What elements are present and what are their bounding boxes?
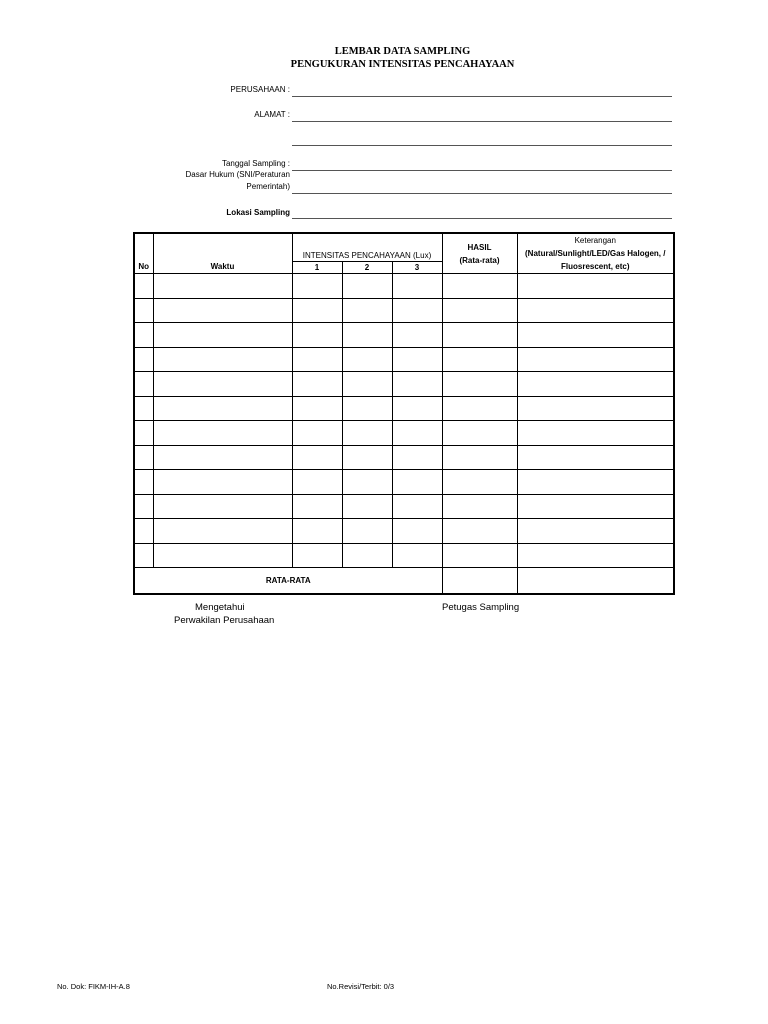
cell-no[interactable] — [134, 470, 153, 495]
cell-reading-1[interactable] — [292, 396, 342, 421]
document-number: No. Dok: FIKM-IH-A.8 — [57, 982, 130, 991]
header-keterangan — [517, 233, 674, 274]
header-keterangan-sub2: Fluosrescent, etc) — [561, 262, 630, 271]
cell-hasil[interactable] — [442, 519, 517, 544]
table-row — [134, 494, 674, 519]
cell-hasil[interactable] — [442, 445, 517, 470]
tanggal-sampling-label: Tanggal Sampling : — [221, 159, 290, 168]
cell-reading-1[interactable] — [292, 494, 342, 519]
cell-waktu[interactable] — [153, 470, 292, 495]
table-row — [134, 396, 674, 421]
dasar-hukum-field[interactable] — [292, 193, 672, 194]
cell-reading-2[interactable] — [342, 519, 392, 544]
revision-number: No.Revisi/Terbit: 0/3 — [327, 982, 395, 991]
table-row — [134, 445, 674, 470]
cell-no[interactable] — [134, 519, 153, 544]
cell-no[interactable] — [134, 543, 153, 568]
cell-keterangan[interactable] — [517, 347, 674, 372]
cell-keterangan[interactable] — [517, 445, 674, 470]
cell-keterangan[interactable] — [517, 519, 674, 544]
alamat-field-line-2[interactable] — [292, 145, 672, 146]
cell-reading-2[interactable] — [342, 298, 392, 323]
cell-waktu[interactable] — [153, 543, 292, 568]
lokasi-sampling-field[interactable] — [292, 218, 672, 219]
cell-reading-2[interactable] — [342, 396, 392, 421]
header-hasil-label: HASIL — [467, 242, 492, 252]
table-row — [134, 421, 674, 446]
cell-reading-3[interactable] — [392, 298, 442, 323]
cell-hasil[interactable] — [442, 421, 517, 446]
cell-keterangan[interactable] — [517, 470, 674, 495]
cell-reading-3[interactable] — [392, 323, 442, 348]
cell-waktu[interactable] — [153, 298, 292, 323]
cell-hasil[interactable] — [442, 372, 517, 397]
header-no: No — [134, 233, 153, 274]
cell-reading-1[interactable] — [292, 470, 342, 495]
header-reading-3: 3 — [392, 261, 442, 273]
cell-reading-1[interactable] — [292, 347, 342, 372]
cell-waktu[interactable] — [153, 347, 292, 372]
sampling-table — [133, 232, 675, 595]
table-row — [134, 274, 674, 299]
table-row — [134, 543, 674, 568]
perusahaan-label: PERUSAHAAN : — [230, 85, 290, 94]
cell-no[interactable] — [134, 347, 153, 372]
cell-reading-1[interactable] — [292, 421, 342, 446]
header-intensitas: INTENSITAS PENCAHAYAAN (Lux) — [292, 233, 442, 261]
header-keterangan-sub1: (Natural/Sunlight/LED/Gas Halogen, / — [525, 249, 666, 258]
table-row — [134, 470, 674, 495]
table-row — [134, 323, 674, 348]
cell-no[interactable] — [134, 396, 153, 421]
cell-reading-2[interactable] — [342, 421, 392, 446]
cell-reading-1[interactable] — [292, 323, 342, 348]
cell-no[interactable] — [134, 421, 153, 446]
cell-hasil[interactable] — [442, 323, 517, 348]
table-row — [134, 347, 674, 372]
cell-waktu[interactable] — [153, 323, 292, 348]
cell-keterangan[interactable] — [517, 372, 674, 397]
cell-no[interactable] — [134, 274, 153, 299]
cell-reading-1[interactable] — [292, 543, 342, 568]
cell-reading-3[interactable] — [392, 396, 442, 421]
cell-reading-1[interactable] — [292, 274, 342, 299]
header-reading-2: 2 — [342, 261, 392, 273]
signature-left-line-1: Mengetahui — [195, 602, 245, 613]
cell-reading-3[interactable] — [392, 372, 442, 397]
cell-reading-2[interactable] — [342, 323, 392, 348]
cell-reading-2[interactable] — [342, 445, 392, 470]
cell-hasil[interactable] — [442, 543, 517, 568]
document-subtitle: PENGUKURAN INTENSITAS PENCAHAYAAN — [290, 59, 515, 70]
cell-keterangan[interactable] — [517, 543, 674, 568]
cell-keterangan[interactable] — [517, 298, 674, 323]
cell-reading-2[interactable] — [342, 494, 392, 519]
cell-reading-3[interactable] — [392, 470, 442, 495]
cell-reading-2[interactable] — [342, 274, 392, 299]
cell-waktu[interactable] — [153, 519, 292, 544]
dasar-hukum-label: Dasar Hukum (SNI/Peraturan — [185, 170, 290, 179]
cell-keterangan[interactable] — [517, 494, 674, 519]
cell-hasil[interactable] — [442, 494, 517, 519]
cell-reading-2[interactable] — [342, 470, 392, 495]
cell-no[interactable] — [134, 323, 153, 348]
cell-keterangan[interactable] — [517, 396, 674, 421]
header-reading-1: 1 — [292, 261, 342, 273]
cell-waktu[interactable] — [153, 494, 292, 519]
cell-hasil[interactable] — [442, 298, 517, 323]
cell-hasil[interactable] — [442, 396, 517, 421]
cell-reading-2[interactable] — [342, 372, 392, 397]
dasar-hukum-label-cont: Pemerintah) — [246, 182, 290, 191]
cell-waktu[interactable] — [153, 396, 292, 421]
rata-rata-keterangan-cell[interactable] — [517, 568, 674, 594]
cell-reading-3[interactable] — [392, 445, 442, 470]
cell-no[interactable] — [134, 494, 153, 519]
cell-reading-1[interactable] — [292, 298, 342, 323]
cell-keterangan[interactable] — [517, 323, 674, 348]
rata-rata-label: RATA-RATA — [134, 568, 442, 594]
cell-waktu[interactable] — [153, 372, 292, 397]
rata-rata-hasil-cell[interactable] — [442, 568, 517, 594]
cell-no[interactable] — [134, 445, 153, 470]
cell-hasil[interactable] — [442, 470, 517, 495]
cell-reading-3[interactable] — [392, 274, 442, 299]
header-hasil-sub: (Rata-rata) — [459, 255, 500, 265]
table-row — [134, 298, 674, 323]
cell-reading-1[interactable] — [292, 519, 342, 544]
cell-waktu[interactable] — [153, 421, 292, 446]
signature-left-line-2: Perwakilan Perusahaan — [174, 615, 275, 626]
header-hasil — [442, 233, 517, 274]
cell-waktu[interactable] — [153, 274, 292, 299]
cell-reading-2[interactable] — [342, 347, 392, 372]
alamat-label: ALAMAT : — [254, 110, 290, 119]
cell-reading-3[interactable] — [392, 543, 442, 568]
cell-reading-3[interactable] — [392, 347, 442, 372]
cell-keterangan[interactable] — [517, 274, 674, 299]
signature-right: Petugas Sampling — [442, 602, 520, 613]
cell-no[interactable] — [134, 372, 153, 397]
cell-hasil[interactable] — [442, 347, 517, 372]
alamat-field[interactable] — [292, 121, 672, 122]
cell-reading-2[interactable] — [342, 543, 392, 568]
table-row — [134, 519, 674, 544]
cell-waktu[interactable] — [153, 445, 292, 470]
perusahaan-field[interactable] — [292, 96, 672, 97]
cell-keterangan[interactable] — [517, 421, 674, 446]
tanggal-sampling-field[interactable] — [292, 170, 672, 171]
document-title: LEMBAR DATA SAMPLING — [334, 46, 471, 57]
cell-reading-3[interactable] — [392, 421, 442, 446]
cell-reading-1[interactable] — [292, 445, 342, 470]
cell-hasil[interactable] — [442, 274, 517, 299]
header-waktu: Waktu — [153, 233, 292, 274]
lokasi-sampling-label: Lokasi Sampling — [226, 208, 290, 217]
cell-no[interactable] — [134, 298, 153, 323]
cell-reading-3[interactable] — [392, 519, 442, 544]
cell-reading-3[interactable] — [392, 494, 442, 519]
header-keterangan-label: Keterangan — [574, 236, 616, 245]
cell-reading-1[interactable] — [292, 372, 342, 397]
table-row — [134, 372, 674, 397]
